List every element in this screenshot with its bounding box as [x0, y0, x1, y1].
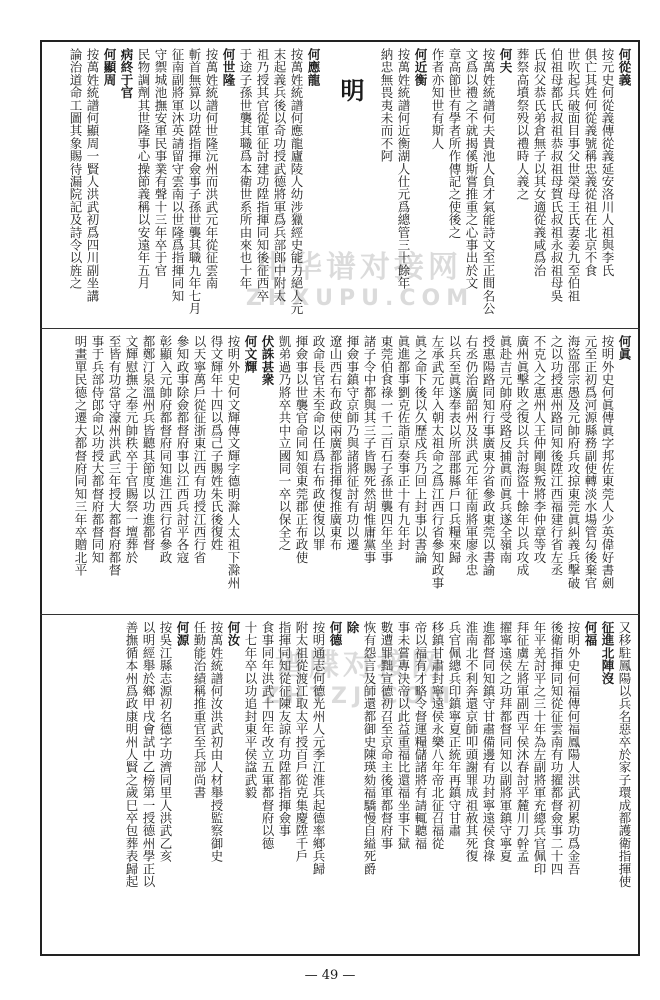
entry-heading: 伏誅甚衆 — [260, 335, 275, 386]
text-column: 事未嘗專決帝以此益重福比還福坐事下獄 — [396, 621, 411, 850]
text-column: 凱弟過乃將卒共中立國同一卒以保全之 — [277, 335, 292, 551]
entry-heading: 何近衡 — [413, 48, 428, 87]
text-column: 不克入之惠州人王仲剛與叛將李仲章等攻 — [532, 335, 547, 564]
text-column: 按元史何從義傳從義延安洛川人祖與李氏 — [600, 48, 615, 277]
column-spacer — [323, 48, 333, 322]
text-column: 元至正初爲河源縣務副使轉淡水場管勾後棄官 — [583, 335, 598, 589]
text-column: 按萬姓統譜何應龍廬陵人幼涉獵經史能力絕人元 — [289, 48, 304, 315]
entry-heading: 何眞 — [617, 335, 632, 361]
text-column: 于途子孫世襲其職爲本衛世系所由來也十年 — [238, 48, 253, 290]
text-column: 彰顯入元帥府都督府同知進江西行省參政 — [158, 335, 173, 564]
watermark-top-text: 中华谱对接网 — [258, 250, 462, 285]
text-column: 進都督同知鎮守甘肅備邊有功封寧遠侯食祿 — [481, 621, 496, 863]
text-column: 按明外史何眞傳眞字邦佐東莞人少英偉好書劍 — [600, 335, 615, 589]
text-column: 納忠無畏夷未而不阿 — [379, 48, 394, 163]
text-column: 海盜邵宗愚及元帥府兵攻掠東莞眞糾義兵擊破 — [566, 335, 581, 589]
text-column: 授惠陽路同知行事廣東分省參政東莞以書諭 — [481, 335, 496, 577]
text-column: 都鄭汀泉溫州兵皆聽其節度以功進都督 — [141, 335, 156, 551]
text-column: 按明外史何福傳何福鳳陽人洪武初累功爲金吾 — [566, 621, 581, 875]
text-column: 兵官佩總兵印鎮寧夏正統年再鎮守甘肅 — [447, 621, 462, 837]
text-column: 按萬姓統譜何汝洪武初由人材舉授監察御史 — [209, 621, 224, 863]
text-column: 章高節世有學者所作傳記之使後之 — [447, 48, 462, 239]
text-column: 作者亦知世有斯人 — [430, 48, 445, 150]
entry-heading: 何文輝 — [243, 335, 258, 374]
text-column: 右丞仍治廣韶州及洪武元年征南將軍廖永忠 — [464, 335, 479, 577]
text-column: 任勤能治績稱推重官至兵部尚書 — [192, 621, 207, 799]
text-column: 明畫單民德之遷大都督府同知三年卒贈北平 — [73, 335, 88, 577]
text-column: 參知政事除僉都督府事以江西兵討平各寇 — [175, 335, 190, 564]
text-column: 文爲以禮之不就揭傒斯嘗推重之心事出於文 — [464, 48, 479, 290]
text-column: 征南副將軍沐英請留守雲南以世隆爲指揮同知 — [170, 48, 185, 302]
text-column: 按萬姓統譜何世隆沅州而洪武元年從征雲南 — [204, 48, 219, 290]
text-column: 數遭罪黜宣德初召至京命主後軍都督府事 — [379, 621, 394, 850]
entry-heading: 何從義 — [617, 48, 632, 87]
text-column: 東莞伯食祿一千二百石子孫世襲四年坐事 — [379, 335, 394, 564]
text-column: 按萬姓統譜何近衡湖人仕元爲總管三十餘年 — [396, 48, 411, 290]
text-column: 眞進都事劉克佐詣京奏事正十有九年封 — [396, 335, 411, 551]
text-column: 政命長官未至命以任爲右布政使復以罪 — [311, 335, 326, 551]
entry-heading: 病終于官 — [119, 48, 134, 99]
lower-section — [44, 617, 636, 954]
dynasty-heading: 明 — [336, 78, 365, 108]
text-column: 俱亡其姓何從義號稱忠義從祖在北京不食 — [583, 48, 598, 277]
text-column: 廣州眞擊敗之復以兵討海盜十餘年以兵攻成 — [515, 335, 530, 577]
text-column: 末起義兵後以奇功授武德將軍爲兵部郎中附太 — [272, 48, 287, 302]
text-column: 恢有怨言及師還都御史陳瑛劾福驕慢自縊死爵 — [362, 621, 377, 875]
text-column: 之以功授惠州路同知後陞江西福建行省左丞 — [549, 335, 564, 577]
text-column: 左承武元年入朝太祖命之爲江西行省參知政事 — [430, 335, 445, 589]
text-column: 按萬姓統譜何夫貴池人負才氣能詩文至正間名公 — [481, 48, 496, 315]
text-column: 諸子令中都與其三子皆賜死然胡惟庸黨事 — [362, 335, 377, 564]
text-column: 葬祭高墳祭殁以禮時人義之 — [515, 48, 530, 201]
entry-heading: 除 — [345, 621, 360, 634]
text-column: 世吹起兵破面目事父世榮母王氏妻姜九至伯祖 — [566, 48, 581, 302]
text-column: 淮南北不利奔還京師叩頭謝罪成祖赦其死復 — [464, 621, 479, 863]
entry-heading: 何夫 — [498, 48, 513, 74]
section-divider-2 — [40, 614, 640, 615]
text-column: 得文輝年十四以爲己子賜姓朱氏後復姓 — [209, 335, 224, 551]
text-column: 擢寧遠侯之功拜都督同知以副將軍鎮守寧夏 — [498, 621, 513, 863]
text-column: 至皆有功當守濠州洪武三年授大都督府都督 — [107, 335, 122, 577]
text-column: 附太祖從渡江取太平授百戶從克集慶陞千戶 — [294, 621, 309, 863]
middle-text-columns — [48, 335, 632, 608]
text-column: 又移駐鳳陽以兵名惡卒於家子環成都護衛指揮使 — [617, 621, 632, 888]
section-divider-1 — [40, 328, 640, 329]
text-column: 揮僉事以世襲官命同知領東莞郡正布政使 — [294, 335, 309, 564]
entry-heading: 何應龍 — [306, 48, 321, 87]
entry-heading: 何源 — [175, 621, 190, 647]
entry-heading: 何世隆 — [221, 48, 236, 87]
entry-heading: 何德 — [328, 621, 343, 647]
text-column: 守禦城池撫安軍民事業有聲十三年卒于官 — [153, 48, 168, 277]
text-column: 十七年卒以功追封東平侯諡武毅 — [243, 621, 258, 799]
text-column: 按明外史何文輝傳文輝字德明滁人太祖下滁州 — [226, 335, 241, 589]
text-column: 按吳江縣志源初名德字功濟同里人洪武乙亥 — [158, 621, 173, 863]
text-column: 食事同年洪武十四年改立五軍都督府以德 — [260, 621, 275, 850]
text-column: 年平羌討平之三十年為左副將軍充總兵官佩印 — [532, 621, 547, 875]
lower-text-columns — [48, 621, 632, 950]
watermark-top-url: ZHXUPU.COM — [245, 286, 475, 311]
entry-heading: 何汝 — [226, 621, 241, 647]
text-column: 事于兵部侍郎命以功授大都督府都督同知 — [90, 335, 105, 564]
text-column: 民物調劑其世隆事心操節義稱以安遠年五月 — [136, 48, 151, 290]
text-column: 按明通志何德光州人元季江淮兵起德率鄉兵歸 — [311, 621, 326, 875]
text-column: 以天寧萬戶從征浙東江西有功授江西行省 — [192, 335, 207, 564]
entry-heading: 何顯周 — [102, 48, 117, 87]
page-number: — 49 — — [304, 968, 356, 983]
text-column: 帝以福有才略令督運糧儲諸將有請輒聽福 — [413, 621, 428, 850]
text-column: 拜征虜左將軍副西平侯沐春討平麓川刀幹孟 — [515, 621, 530, 863]
watermark-bottom-text: 谱牒对接网 — [275, 648, 445, 683]
text-column: 祖乃授其官從軍征討建功陞指揮同知後征西卒 — [255, 48, 270, 302]
text-column: 氏叔父恭氏弟倉無子以其女適從義咸爲治 — [532, 48, 547, 277]
text-column: 伯祖母都氏叔祖恭叔祖母賀氏叔祖永叔祖母吳 — [549, 48, 564, 302]
text-column: 移鎮甘肅封寧遠侯永樂八年帝北征召福從 — [430, 621, 445, 850]
text-column: 以明經舉於鄉甲戌會試中乙榜第一授德州學正以 — [141, 621, 156, 888]
text-column: 以兵至眞遂奉表以所部郡縣戶口兵糧來歸 — [447, 335, 462, 564]
text-column: 眞赴吉元帥府受路反捕眞而眞兵遂全嶺南 — [498, 335, 513, 564]
text-column: 揮僉事鎮守京師乃與諸將征討有功以遷 — [345, 335, 360, 551]
text-column: 按萬姓統譜何顯周一賢人洪武初爲四川副坐講 — [85, 48, 100, 302]
text-column: 遼山西右布政使兩廣都指揮復推廣東布 — [328, 335, 343, 551]
text-column: 善撫循本州爲政康明州人賢之歲巳卒包葬表歸起 — [124, 621, 139, 888]
entry-heading: 征進北陣沒 — [600, 621, 615, 685]
text-column: 論治道命工圖其象賜待漏院記及詩令以旌之 — [68, 48, 83, 290]
text-column: 指揮同知從征陳友諒有功陞都指揮僉事 — [277, 621, 292, 837]
text-column: 後衛指揮同知從征雲南有功擢都督僉事二十四 — [549, 621, 564, 875]
upper-section — [44, 44, 636, 326]
text-column: 眞之命下後以久歷戍兵乃回上封事以書論 — [413, 335, 428, 564]
upper-text-columns — [48, 48, 632, 322]
entry-heading: 何福 — [583, 621, 598, 647]
text-column: 文輝慰撫之奉元帥秩卒于官賜祭一壇葬於 — [124, 335, 139, 564]
middle-section — [44, 331, 636, 612]
text-column: 斬首無算以功陞指揮僉事子孫世襲其職九年七月 — [187, 48, 202, 315]
watermark-bottom-url: ZHTZJ.COM — [263, 684, 457, 709]
column-spacer — [367, 48, 377, 322]
